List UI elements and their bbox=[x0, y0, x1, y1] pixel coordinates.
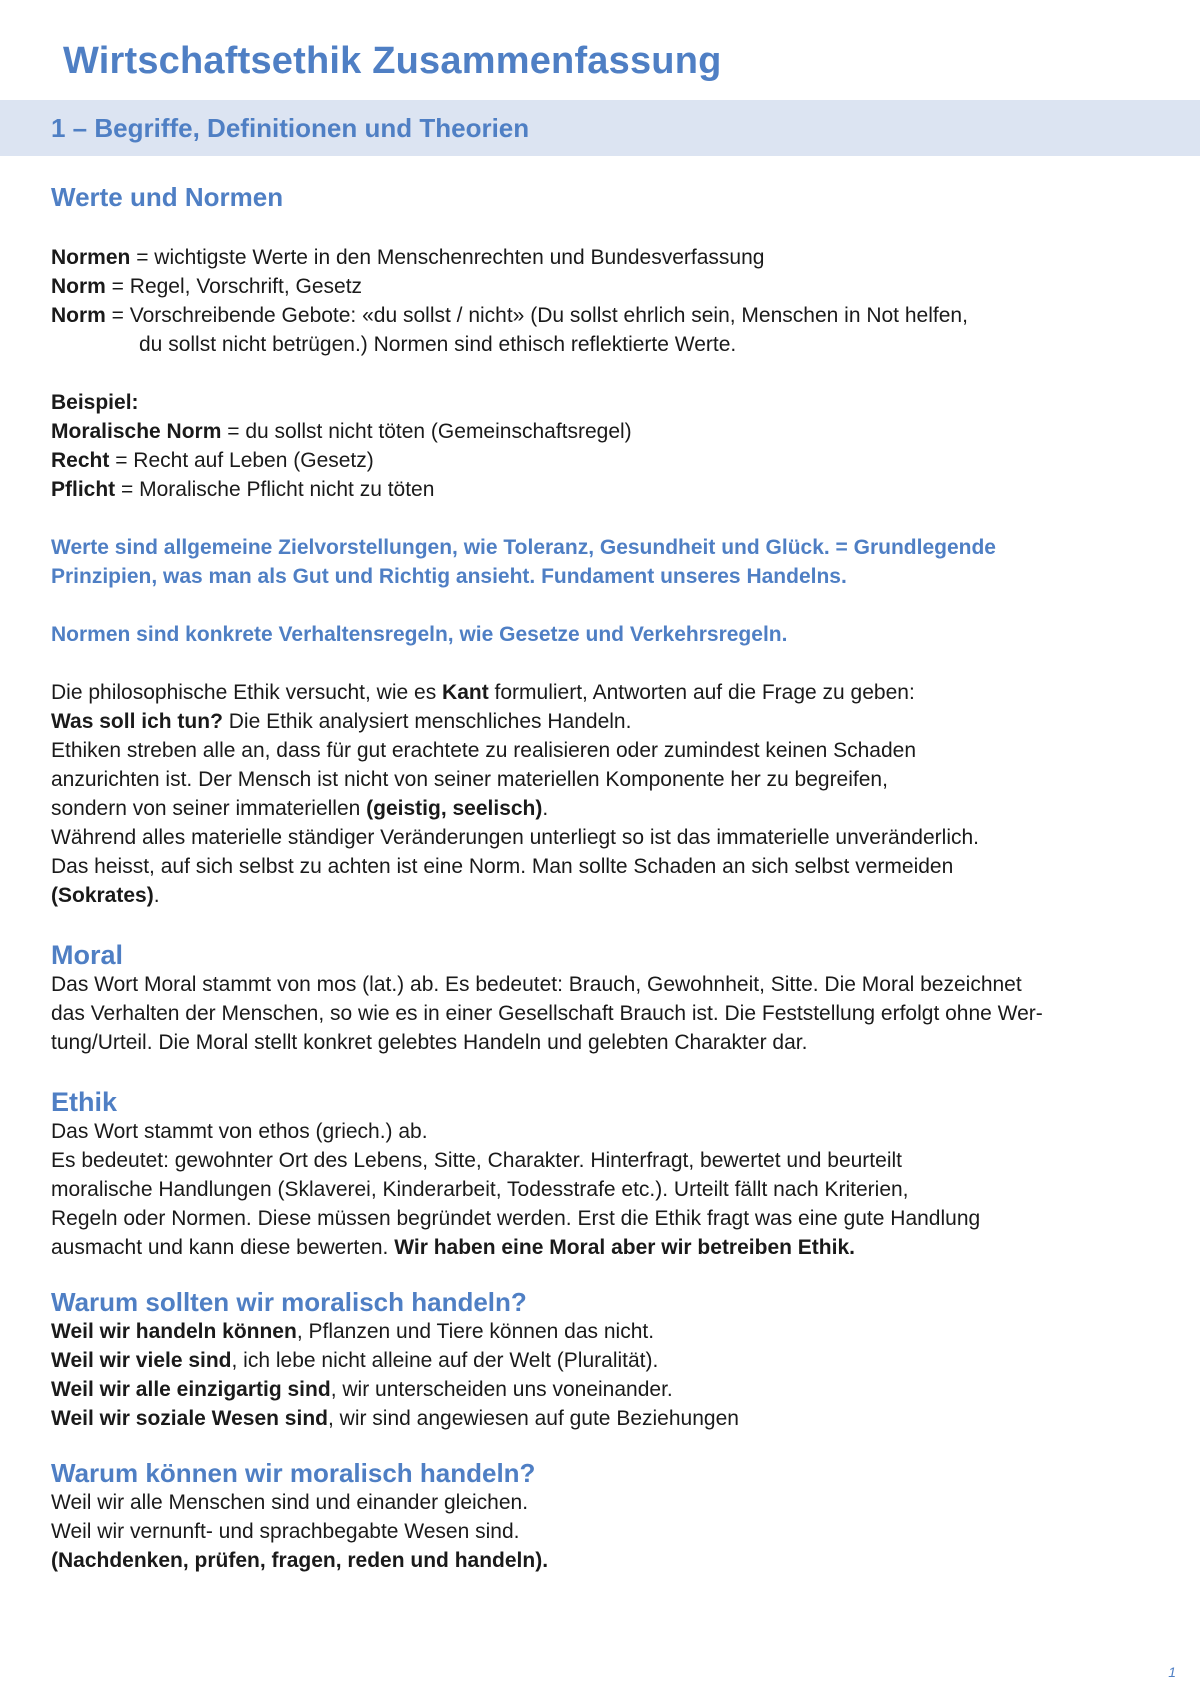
section-heading-warum-koennen: Warum können wir moralisch handeln? bbox=[51, 1458, 536, 1488]
example-label: Beispiel: bbox=[51, 391, 139, 414]
chapter-title: 1 – Begriffe, Definitionen und Theorien bbox=[51, 112, 530, 143]
paragraph-line: Regeln oder Normen. Diese müssen begründet werden. Erst die Ethik fragt was eine gute Handlung bbox=[51, 1207, 981, 1230]
example-line: Recht = Recht auf Leben (Gesetz) bbox=[51, 449, 374, 472]
example-line: Moralische Norm = du sollst nicht töten (Gemeinschaftsregel) bbox=[51, 420, 632, 443]
paragraph-line: anzurichten ist. Der Mensch ist nicht von seiner materiellen Komponente her zu begreifen, bbox=[51, 768, 888, 791]
paragraph-line: (Nachdenken, prüfen, fragen, reden und handeln). bbox=[51, 1549, 549, 1572]
definition-line: Norm = Regel, Vorschrift, Gesetz bbox=[51, 275, 363, 298]
definition-text: Regel, Vorschrift, Gesetz bbox=[129, 275, 363, 298]
paragraph-line: (Sokrates). bbox=[51, 884, 160, 907]
definition-line: Normen = wichtigste Werte in den Menschenrechten und Bundesverfassung bbox=[51, 246, 765, 269]
paragraph-line: Weil wir alle Menschen sind und einander gleichen. bbox=[51, 1491, 529, 1514]
section-heading-werte-normen: Werte und Normen bbox=[51, 182, 284, 212]
paragraph-line: sondern von seiner immateriellen (geistig, seelisch). bbox=[51, 797, 549, 820]
definition-term: Normen bbox=[51, 246, 131, 269]
example-term: Pflicht bbox=[51, 478, 116, 501]
example-term: Moralische Norm bbox=[51, 420, 222, 443]
paragraph-line: Während alles materielle ständiger Veränderungen unterliegt so ist das immaterielle unveränderlich. bbox=[51, 826, 979, 849]
paragraph-line: Weil wir vernunft- und sprachbegabte Wesen sind. bbox=[51, 1520, 520, 1543]
page-number: 1 bbox=[1168, 1664, 1176, 1680]
reason-line: Weil wir viele sind, ich lebe nicht alleine auf der Welt (Pluralität). bbox=[51, 1349, 659, 1372]
paragraph-line: Das Wort stammt von ethos (griech.) ab. bbox=[51, 1120, 428, 1143]
document-body bbox=[51, 180, 1151, 1575]
definition-line: Norm = Vorschreibende Gebote: «du sollst / nicht» (Du sollst ehrlich sein, Menschen in Not helfen, bbox=[51, 304, 968, 327]
paragraph-line: ausmacht und kann diese bewerten. Wir haben eine Moral aber wir betreiben Ethik. bbox=[51, 1236, 855, 1259]
example-line: Pflicht = Moralische Pflicht nicht zu töten bbox=[51, 478, 435, 501]
definition-term: Norm bbox=[51, 275, 106, 298]
paragraph-line: das Verhalten der Menschen, so wie es in einer Gesellschaft Brauch ist. Die Feststellung erfolgt ohne Wer- bbox=[51, 1002, 1043, 1025]
definition-term: Norm bbox=[51, 304, 106, 327]
paragraph-line: tung/Urteil. Die Moral stellt konkret gelebtes Handeln und gelebten Charakter dar. bbox=[51, 1031, 808, 1054]
section-heading-moral: Moral bbox=[51, 940, 124, 970]
paragraph-line: Es bedeutet: gewohnter Ort des Lebens, Sitte, Charakter. Hinterfragt, bewertet und beurteilt bbox=[51, 1149, 902, 1172]
chapter-header-bar bbox=[0, 100, 1200, 156]
paragraph-line: Das heisst, auf sich selbst zu achten ist eine Norm. Man sollte Schaden an sich selbst vermeiden bbox=[51, 855, 954, 878]
reason-line: Weil wir soziale Wesen sind, wir sind angewiesen auf gute Beziehungen bbox=[51, 1407, 739, 1430]
section-heading-warum-sollten: Warum sollten wir moralisch handeln? bbox=[51, 1287, 527, 1317]
highlight-werte: Werte sind allgemeine Zielvorstellungen, wie Toleranz, Gesundheit und Glück. = Grundlegende bbox=[51, 536, 996, 559]
reason-line: Weil wir alle einzigartig sind, wir unterscheiden uns voneinander. bbox=[51, 1378, 673, 1401]
paragraph-line: Ethiken streben alle an, dass für gut erachtete zu realisieren oder zumindest keinen Schaden bbox=[51, 739, 917, 762]
paragraph-line: Die philosophische Ethik versucht, wie es Kant formuliert, Antworten auf die Frage zu geben: bbox=[51, 681, 915, 704]
highlight-werte-cont: Prinzipien, was man als Gut und Richtig ansieht. Fundament unseres Handelns. bbox=[51, 565, 847, 588]
section-heading-ethik: Ethik bbox=[51, 1087, 118, 1117]
paragraph-line: Was soll ich tun? Die Ethik analysiert menschliches Handeln. bbox=[51, 710, 632, 733]
definition-text: Vorschreibende Gebote: «du sollst / nicht» (Du sollst ehrlich sein, Menschen in Not helfen, bbox=[129, 304, 968, 327]
definition-continuation: du sollst nicht betrügen.) Normen sind ethisch reflektierte Werte. bbox=[139, 333, 737, 356]
definition-text: wichtigste Werte in den Menschenrechten und Bundesverfassung bbox=[154, 246, 765, 269]
paragraph-line: moralische Handlungen (Sklaverei, Kinderarbeit, Todesstrafe etc.). Urteilt fällt nach Kriterien, bbox=[51, 1178, 909, 1201]
page-title: Wirtschaftsethik Zusammenfassung bbox=[63, 40, 722, 82]
example-term: Recht bbox=[51, 449, 110, 472]
reason-line: Weil wir handeln können, Pflanzen und Tiere können das nicht. bbox=[51, 1320, 655, 1343]
paragraph-line: Das Wort Moral stammt von mos (lat.) ab. Es bedeutet: Brauch, Gewohnheit, Sitte. Die Moral bezeichnet bbox=[51, 973, 1022, 996]
highlight-normen: Normen sind konkrete Verhaltensregeln, wie Gesetze und Verkehrsregeln. bbox=[51, 623, 788, 646]
